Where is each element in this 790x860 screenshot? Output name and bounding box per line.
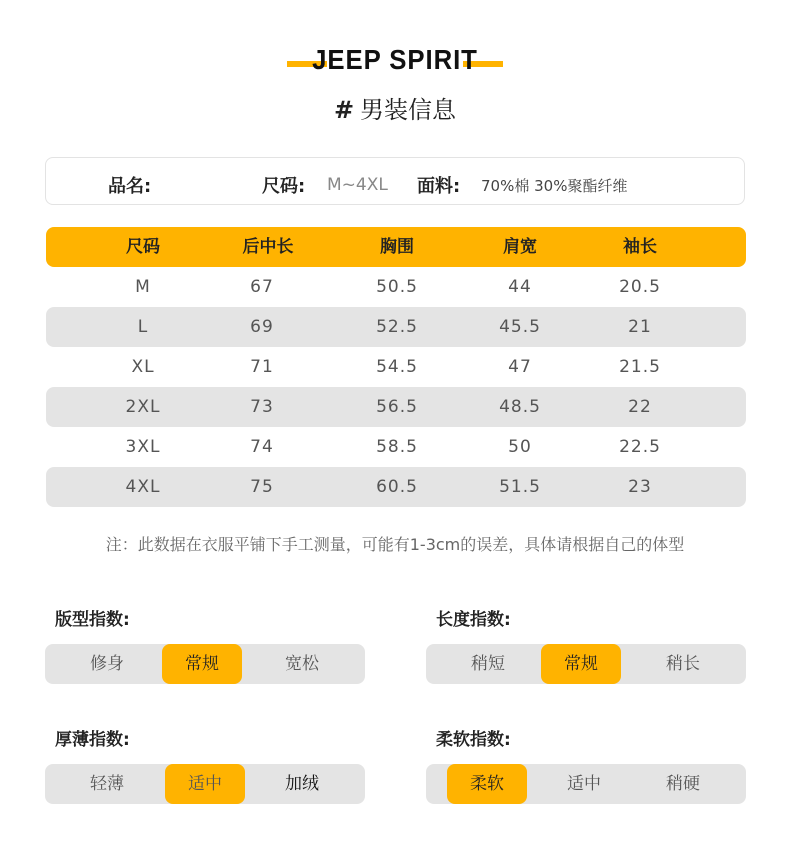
- header-chest: 胸围: [380, 237, 414, 257]
- thickness-option-fleece[interactable]: 加绒: [285, 774, 319, 794]
- cell-sleeve: 20.5: [619, 277, 661, 297]
- cell-chest: 56.5: [376, 397, 418, 417]
- length-option-short[interactable]: 稍短: [471, 654, 505, 674]
- cell-size: XL: [131, 357, 155, 377]
- fit-option-loose[interactable]: 宽松: [285, 654, 319, 674]
- cell-shoulder: 47: [508, 357, 532, 377]
- header-sleeve: 袖长: [623, 237, 657, 257]
- cell-back-length: 75: [250, 477, 274, 497]
- cell-sleeve: 21.5: [619, 357, 661, 377]
- softness-option-medium[interactable]: 适中: [567, 774, 601, 794]
- cell-shoulder: 48.5: [499, 397, 541, 417]
- softness-index-label: 柔软指数:: [436, 730, 511, 750]
- length-option-long[interactable]: 稍长: [666, 654, 700, 674]
- table-row: [46, 307, 746, 347]
- cell-chest: 54.5: [376, 357, 418, 377]
- cell-size: M: [135, 277, 151, 297]
- table-row: [46, 267, 746, 307]
- cell-sleeve: 21: [628, 317, 652, 337]
- product-info-box: [45, 157, 745, 205]
- header-back-length: 后中长: [242, 237, 294, 257]
- fit-option-regular[interactable]: 常规: [162, 644, 242, 684]
- length-option-regular[interactable]: 常规: [541, 644, 621, 684]
- cell-chest: 50.5: [376, 277, 418, 297]
- cell-shoulder: 44: [508, 277, 532, 297]
- softness-option-hard[interactable]: 稍硬: [666, 774, 700, 794]
- size-value: M~4XL: [327, 175, 388, 195]
- product-name-label: 品名:: [108, 176, 152, 197]
- cell-sleeve: 23: [628, 477, 652, 497]
- table-row: [46, 427, 746, 467]
- table-row: [46, 387, 746, 427]
- cell-size: L: [137, 317, 149, 337]
- thickness-index-label: 厚薄指数:: [55, 730, 130, 750]
- cell-size: 4XL: [125, 477, 161, 497]
- cell-back-length: 69: [250, 317, 274, 337]
- thickness-option-medium[interactable]: 适中: [165, 764, 245, 804]
- cell-shoulder: 51.5: [499, 477, 541, 497]
- size-label: 尺码:: [262, 176, 306, 197]
- brand-title: JEEP SPIRIT: [312, 44, 478, 75]
- thickness-option-thin[interactable]: 轻薄: [90, 774, 124, 794]
- length-index-label: 长度指数:: [436, 610, 511, 630]
- section-title: [0, 90, 790, 125]
- softness-option-soft[interactable]: 柔软: [447, 764, 527, 804]
- softness-index-selector: [426, 764, 746, 804]
- cell-sleeve: 22: [628, 397, 652, 417]
- fabric-value: 70%棉 30%聚酯纤维: [481, 177, 628, 195]
- table-row: [46, 347, 746, 387]
- cell-chest: 60.5: [376, 477, 418, 497]
- cell-sleeve: 22.5: [619, 437, 661, 457]
- cell-shoulder: 50: [508, 437, 532, 457]
- size-table-header: [46, 227, 746, 267]
- fit-index-label: 版型指数:: [55, 610, 130, 630]
- header-shoulder: 肩宽: [503, 237, 537, 257]
- hash-icon: #: [333, 96, 355, 124]
- cell-chest: 58.5: [376, 437, 418, 457]
- cell-back-length: 73: [250, 397, 274, 417]
- cell-back-length: 74: [250, 437, 274, 457]
- cell-chest: 52.5: [376, 317, 418, 337]
- thickness-index-selector: [45, 764, 365, 804]
- table-row: [46, 467, 746, 507]
- section-title-text: 男装信息: [360, 96, 457, 124]
- length-index-selector: [426, 644, 746, 684]
- cell-size: 3XL: [125, 437, 161, 457]
- fit-index-selector: [45, 644, 365, 684]
- cell-shoulder: 45.5: [499, 317, 541, 337]
- fabric-label: 面料:: [417, 176, 461, 197]
- cell-back-length: 67: [250, 277, 274, 297]
- cell-size: 2XL: [125, 397, 161, 417]
- cell-back-length: 71: [250, 357, 274, 377]
- fit-option-slim[interactable]: 修身: [90, 654, 124, 674]
- header-size: 尺码: [126, 237, 160, 257]
- measurement-note: 注：此数据在衣服平铺下手工测量，可能有1-3cm的误差，具体请根据自己的体型: [105, 535, 685, 554]
